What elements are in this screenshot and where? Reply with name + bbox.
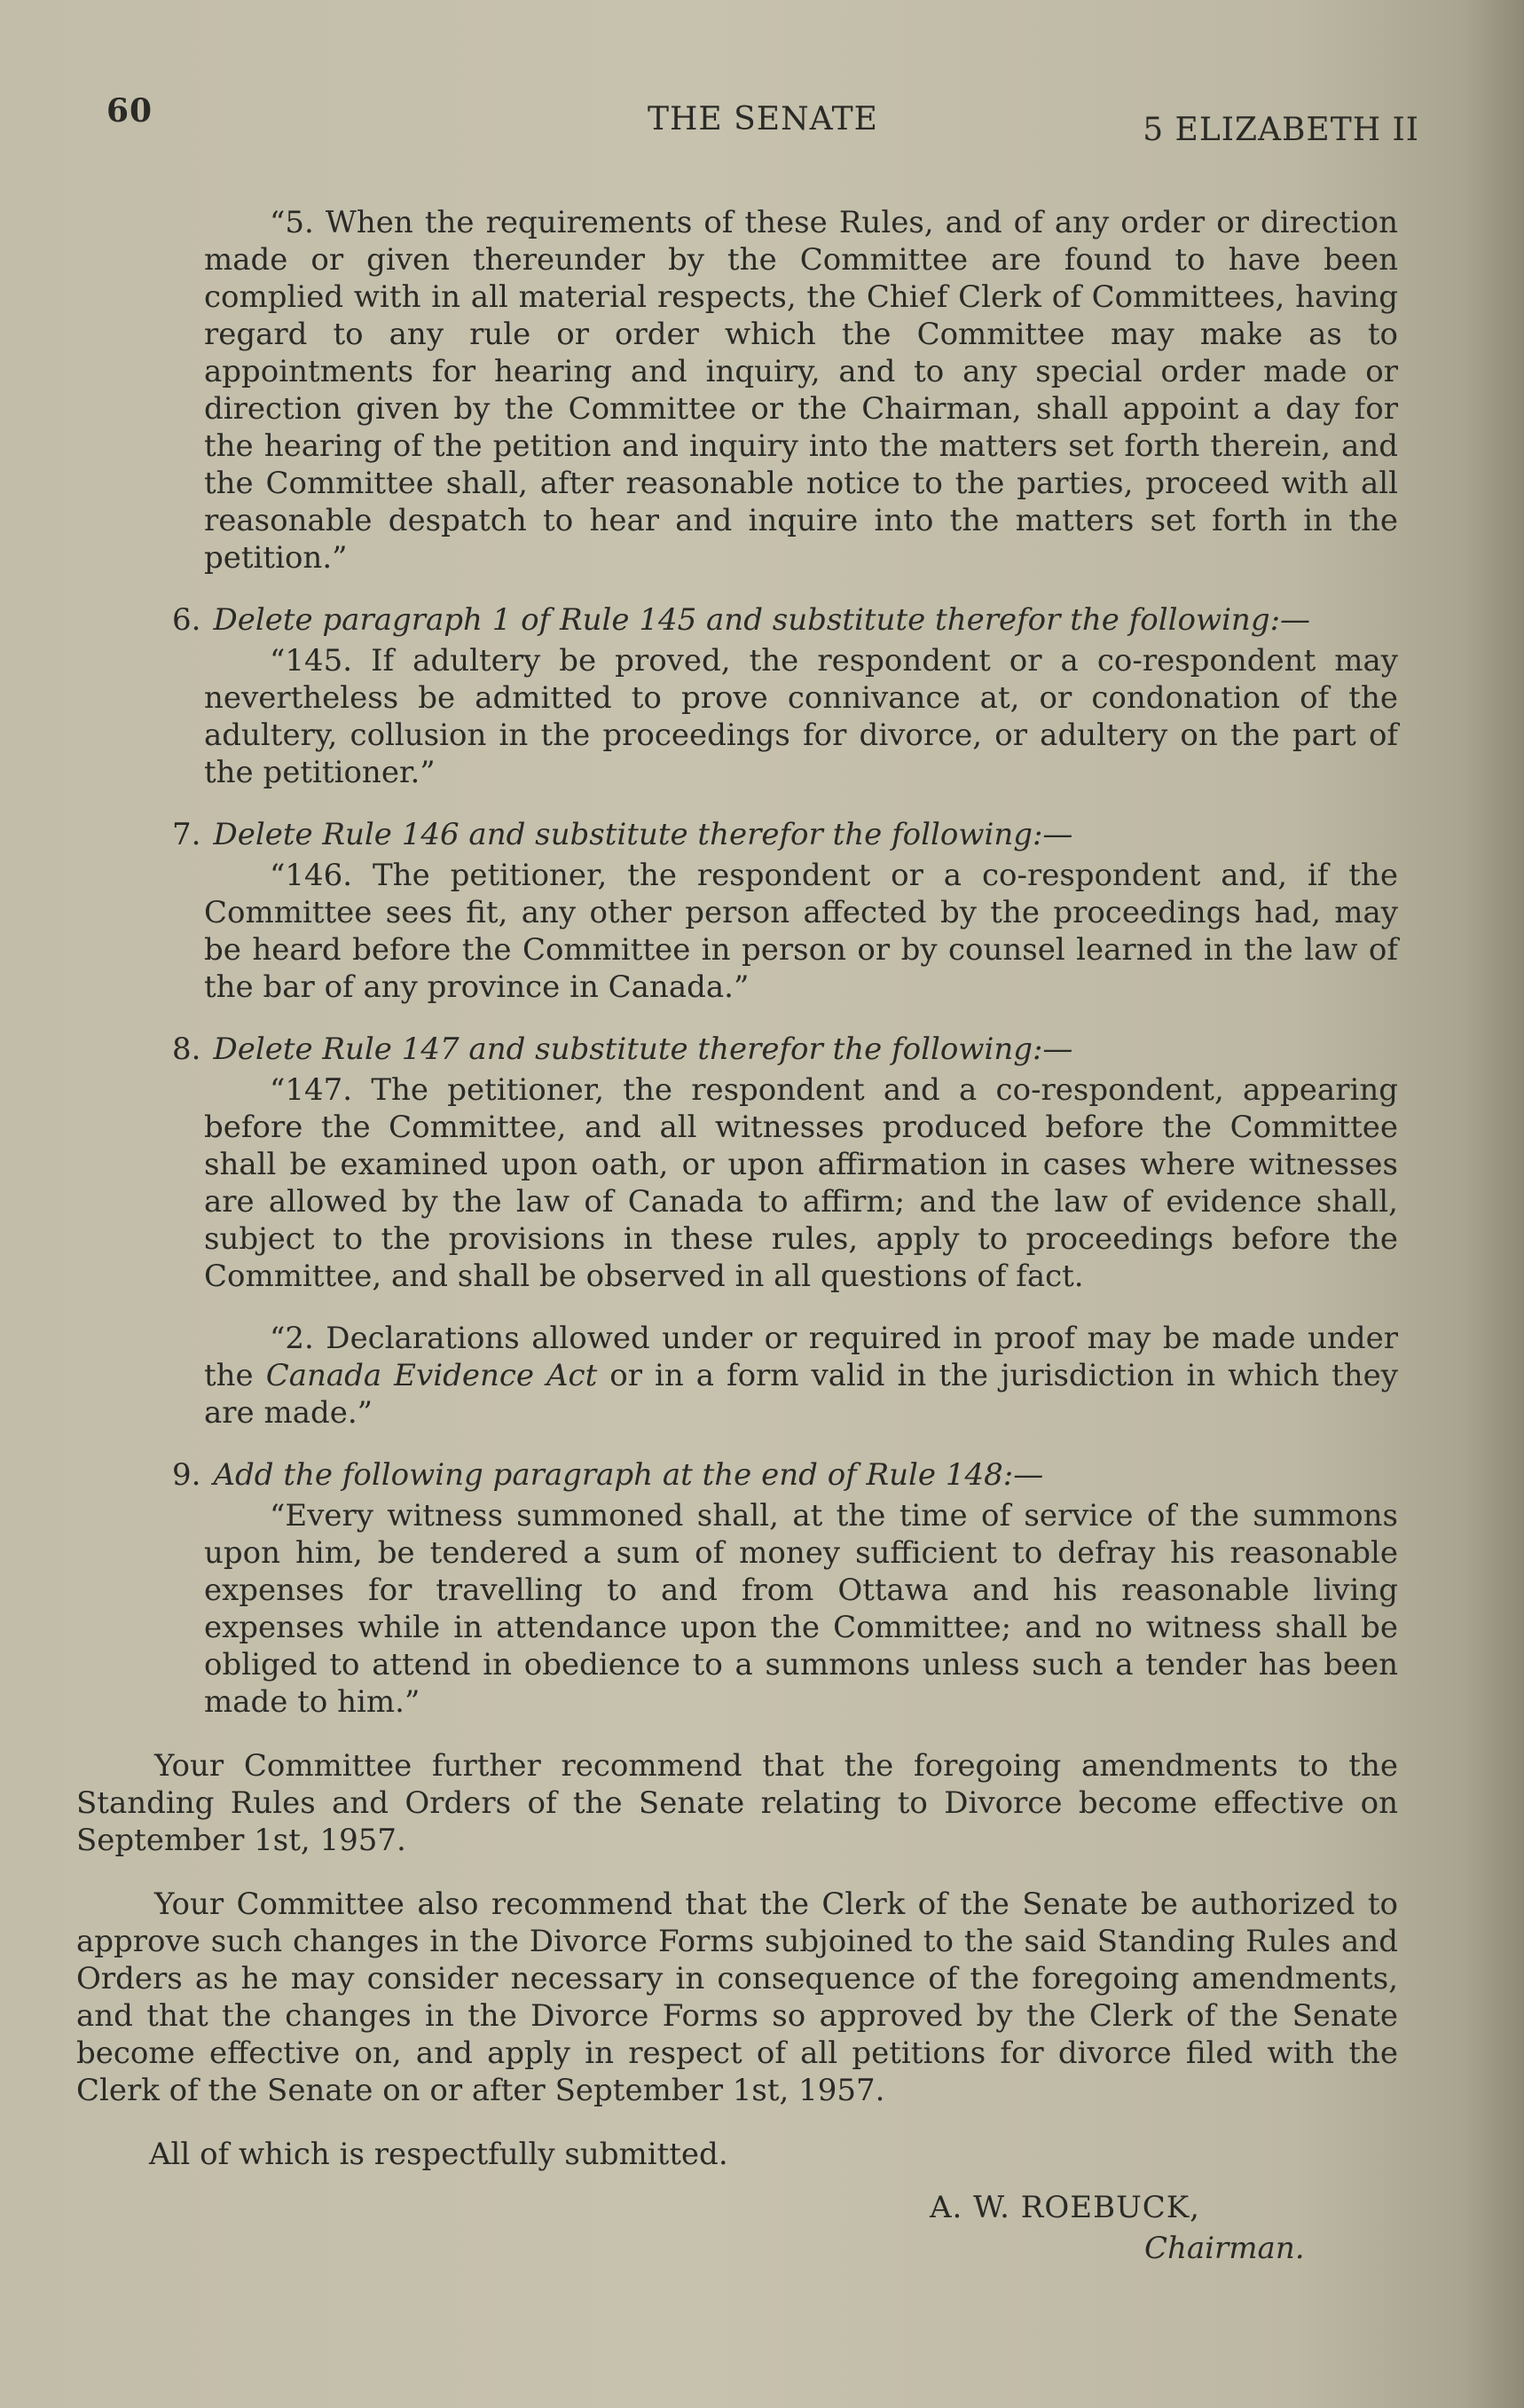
page-number: 60 [106, 92, 153, 129]
amendment-item-9 [76, 1456, 1398, 1721]
amendment-number: 8. [172, 1031, 201, 1067]
amendment-heading [172, 1456, 1398, 1494]
signatory-role: Chairman. [1144, 2231, 1305, 2266]
amendment-instruction: Add the following paragraph at the end of Rule 148:— [213, 1457, 1044, 1493]
amendment-number: 9. [172, 1457, 201, 1493]
amendment-item-6 [76, 601, 1398, 791]
amendment-text: “145. If adultery be proved, the respondent or a co-respondent may nevertheless be admitted to prove connivance at, or condonation of the adultery, collusion in the proceedings for divorce, or adultery on the part of the petitioner.” [204, 643, 1398, 790]
closing-statement: All of which is respectfully submitted. [149, 2137, 728, 2172]
recommendation-divorce-forms: Your Committee also recommend that the Clerk of the Senate be authorized to approve such changes in the Divorce Forms subjoined to the said Standing Rules and Orders as he may consider necessary in consequence of the foregoing amendments, and that the changes in the Divorce Forms so approved by the Clerk of the Senate become effective on, and apply in respect of all petitions for divorce filed with the Clerk of the Senate on or after September 1st, 1957. [76, 1886, 1398, 2108]
amendment-item-8 [76, 1031, 1398, 1431]
rule-5-text: “5. When the requirements of these Rules, and of any order or direction made or given thereunder by the Committee are found to have been complied with in all material respects, the Chief Clerk of Committees, having regard to any rule or order which the Committee may make as to appointments for hearing and inquiry, and to any special order made or direction given by the Committee or the Chairman, shall appoint a day for the hearing of the petition and inquiry into the matters set forth therein, and the Committee shall, after reasonable notice to the parties, proceed with all reasonable despatch to hear and inquire into the matters set forth in the petition.” [204, 205, 1398, 576]
amendment-number: 7. [172, 817, 201, 852]
amendment-instruction: Delete paragraph 1 of Rule 145 and substitute therefor the following:— [213, 602, 1311, 638]
act-title: Canada Evidence Act [265, 1358, 598, 1393]
amendment-text-part-2 [204, 1320, 1398, 1431]
amendment-text: “Every witness summoned shall, at the time of service of the summons upon him, be tendered a sum of money sufficient to defray his reasonable expenses for travelling to and from Ottawa and his reasonable living expenses while in attendance upon the Committee; and no witness shall be obliged to attend in obedience to a summons unless such a tender has been made to him.” [204, 1498, 1398, 1720]
recommendation-effective-date: Your Committee further recommend that the foregoing amendments to the Standing Rules and Orders of the Senate relating to Divorce become effective on September 1st, 1957. [76, 1748, 1398, 1858]
amendment-text: “147. The petitioner, the respondent and a co-respondent, appearing before the Committee, and all witnesses produced before the Committee shall be examined upon oath, or upon affirmation in cases where witnesses are allowed by the law of Canada to affirm; and the law of evidence shall, subject to the provisions in these rules, apply to proceedings before the Committee, and shall be observed in all questions of fact. [204, 1072, 1398, 1294]
text-segment: or in a form valid in the jurisdiction in which they are made.” [204, 1358, 1398, 1431]
page-header [106, 85, 1419, 147]
amendment-text: “146. The petitioner, the respondent or a co-respondent and, if the Committee sees fit, any other person affected by the proceedings had, may be heard before the Committee in person or by counsel learned in the law of the bar of any province in Canada.” [204, 858, 1398, 1005]
signatory-name: A. W. ROEBUCK, [930, 2190, 1200, 2225]
amendment-heading [172, 816, 1398, 853]
amendment-item-7 [76, 816, 1398, 1006]
amendment-heading [172, 601, 1398, 639]
amendment-heading [172, 1031, 1398, 1068]
document-body [76, 204, 1398, 2278]
amendment-instruction: Delete Rule 146 and substitute therefor the following:— [213, 817, 1073, 852]
regnal-year: 5 ELIZABETH II [1143, 112, 1419, 148]
running-title: THE SENATE [648, 101, 878, 137]
amendment-instruction: Delete Rule 147 and substitute therefor the following:— [213, 1031, 1073, 1067]
text-segment: “2. Declarations allowed under or required in proof may be made under the [204, 1321, 1398, 1393]
amendment-number: 6. [172, 602, 201, 638]
signature-block [76, 2189, 1398, 2278]
